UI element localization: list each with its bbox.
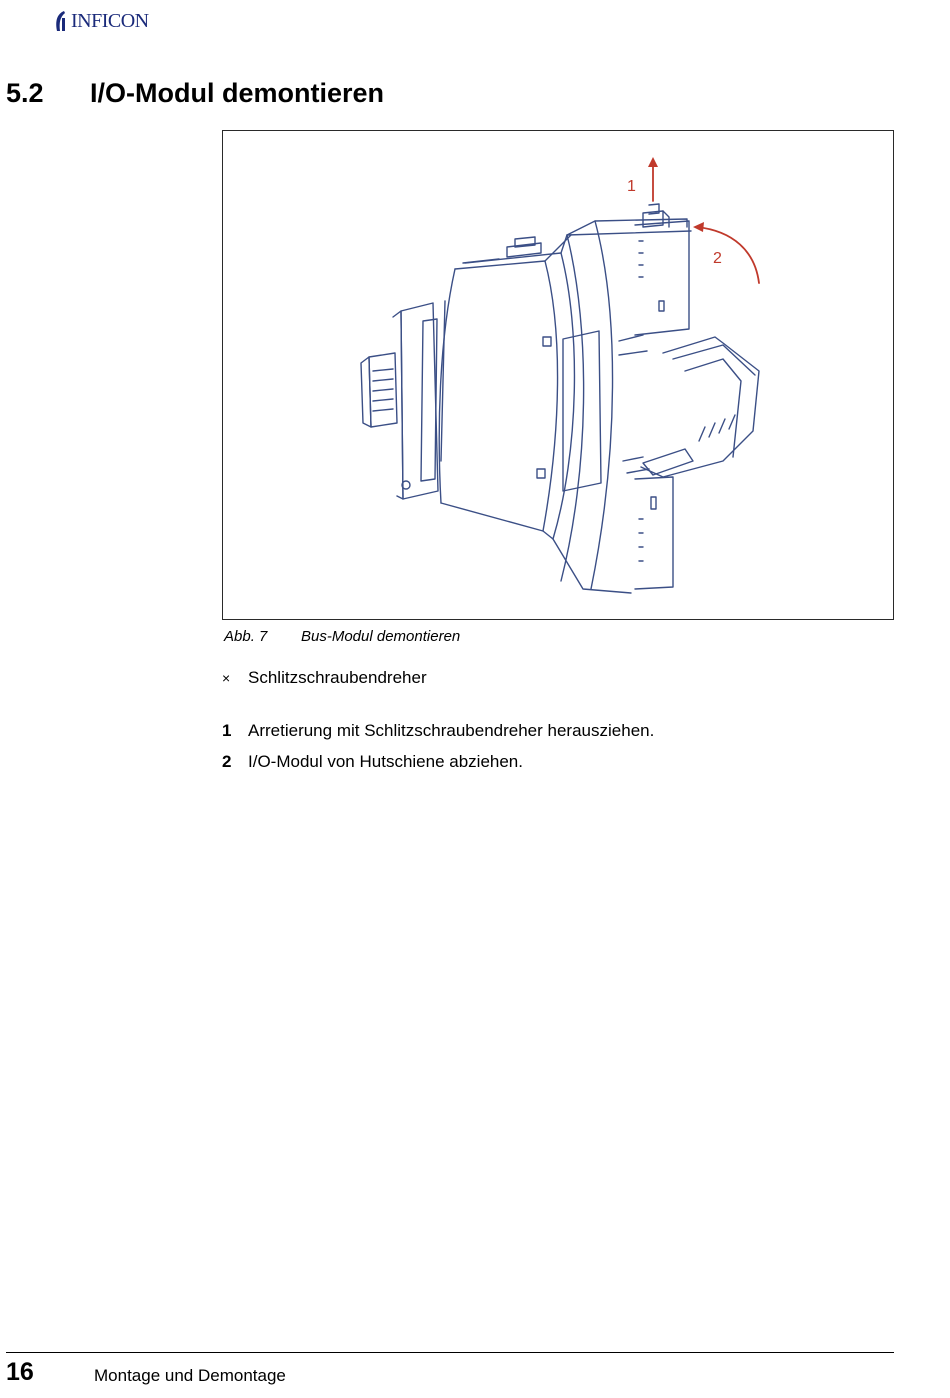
cross-icon: × xyxy=(222,670,231,686)
figure-caption xyxy=(224,628,460,645)
caption-text: Bus-Modul demontieren xyxy=(301,628,461,645)
figure-label-2: 2 xyxy=(713,250,722,267)
step-text: Arretierung mit Schlitzschraubendreher herausziehen. xyxy=(248,721,655,740)
section-heading xyxy=(6,78,384,109)
page-number: 16 xyxy=(6,1358,34,1386)
required-tool xyxy=(222,668,427,688)
caption-number: Abb. 7 xyxy=(224,628,268,645)
module-illustration xyxy=(223,131,893,619)
section-number: 5.2 xyxy=(6,78,44,108)
footer-divider xyxy=(6,1352,894,1353)
figure-frame xyxy=(222,130,894,620)
step-item xyxy=(222,752,523,772)
tool-name: Schlitzschraubendreher xyxy=(248,668,427,687)
step-item xyxy=(222,721,654,741)
inficon-logo xyxy=(52,8,149,34)
logo-text: INFICON xyxy=(71,9,149,32)
inficon-logo-icon xyxy=(52,9,70,33)
figure-label-1: 1 xyxy=(627,178,636,195)
step-text: I/O-Modul von Hutschiene abziehen. xyxy=(248,752,523,771)
step-number: 2 xyxy=(222,752,232,771)
step-number: 1 xyxy=(222,721,232,740)
section-title: I/O-Modul demontieren xyxy=(90,78,384,108)
footer-chapter-title: Montage und Demontage xyxy=(94,1366,286,1385)
